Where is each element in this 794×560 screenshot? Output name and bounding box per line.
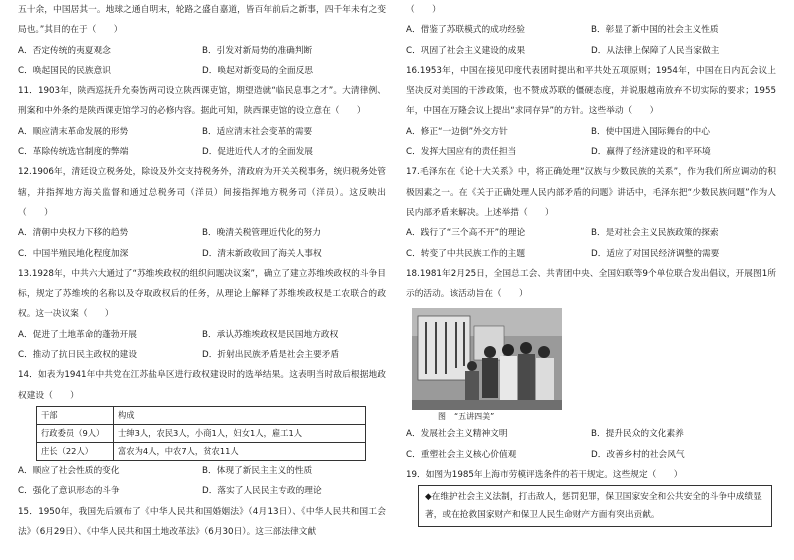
table-cell: 富农为4人，中农7人，贫农11人	[114, 442, 366, 460]
option: B．晚清关税管理近代化的努力	[202, 228, 321, 239]
option: C．强化了意识形态的斗争	[18, 486, 120, 497]
q19-material-box: ◆在维护社会主义法制，打击敌人，惩罚犯罪，保卫国家安全和公共安全的斗争中成绩显著，或在抢救国家财产和保卫人民生命财产方面有突出贡献。	[418, 485, 772, 527]
option: B．承认苏维埃政权是民国地方政权	[202, 329, 339, 340]
option: A．修正“一边倒”外交方针	[406, 126, 508, 137]
option: C．革除传统选官制度的弊端	[18, 147, 129, 158]
q16-stem: 16.1953年，中国在接见印度代表团时提出和平共处五项原则；1954年，中国在日内瓦会议上坚决反对美国的干涉政策，也不赞成苏联的僵硬态度，并说服越南放弃不切实际的要求；1955年，中国在万隆会议上提出“求同存异”的方针。这些举动（ ）	[406, 65, 776, 117]
q15-options	[406, 20, 776, 61]
option: A．借鉴了苏联模式的成功经验	[406, 25, 525, 36]
q15-paren: （ ）	[406, 5, 441, 15]
option: C．中国半殖民地化程度加深	[18, 248, 129, 259]
option: A．否定传统的夷夏观念	[18, 45, 111, 56]
option: C．巩固了社会主义建设的成果	[406, 45, 526, 56]
option: A．顺应了社会性质的变化	[18, 465, 120, 476]
q11-options	[18, 122, 386, 163]
option: B．体现了新民主主义的性质	[202, 465, 313, 476]
option: C．唤起国民的民族意识	[18, 65, 111, 76]
option: C．转变了中共民族工作的主题	[406, 248, 526, 259]
table-cell: 行政委员（9人）	[37, 424, 114, 442]
option: C．推动了抗日民主政权的建设	[18, 350, 138, 361]
option: B．是对社会主义民族政策的探索	[591, 228, 719, 239]
q10-tail: 五十余，中国居其一。地球之通自明末，轮路之盛自嘉道，皆百年前后之新事，四千年未有之变局也。”其目的在于（ ）	[18, 5, 386, 36]
q15-stem: 15．1950年，我国先后颁布了《中华人民共和国婚姻法》（4月13日）、《中华人民共和国工会法》（6月29日）、《中华人民共和国土地改革法》（6月30日）。这三部法律文献	[18, 506, 386, 537]
right-column	[406, 0, 776, 527]
q18-stem: 18.1981年2月25日，全国总工会、共青团中央、全国妇联等9个单位联合发出倡议，开展图1所示的活动。该活动旨在（ ）	[406, 268, 776, 300]
q10-options	[18, 41, 386, 82]
option: A．促进了土地革命的蓬勃开展	[18, 329, 137, 340]
option: B．彰显了新中国的社会主义性质	[591, 25, 719, 36]
option: B．提升民众的文化素养	[591, 429, 684, 440]
option: D．改善乡村的社会风气	[591, 449, 685, 460]
photo-caption: 图 “五讲四美”	[438, 412, 495, 422]
option: D．唤起对新变局的全面反思	[202, 65, 313, 76]
left-column	[18, 0, 386, 542]
q13-stem: 13.1928年，中共六大通过了“苏维埃政权的组织问题决议案”，确立了建立苏维埃政权的斗争目标，规定了苏维埃的名称以及夺取政权后的任务，从理论上解释了苏维埃政权是工农联合的政权。这一决议案（ ）	[18, 268, 386, 320]
q19-stem: 19．如图为1985年上海市劳模评选条件的若干规定。这些规定（ ）	[406, 470, 683, 481]
q14-options	[18, 461, 386, 502]
table-cell: 士绅3人，农民3人，小商1人，妇女1人，雇工1人	[114, 424, 366, 442]
option: D．从法律上保障了人民当家做主	[591, 45, 720, 56]
option: D．清末新政收回了海关人事权	[202, 248, 322, 259]
option: A．践行了“三个高不开”的理论	[406, 228, 526, 239]
table-row	[37, 442, 366, 460]
q14-table	[36, 406, 366, 461]
q11-stem: 11．1903年，陕西巡抚升允奏饬两司设立陕西课吏馆，期望造就“临民息事之才”。大清律例、刑案和中外条约是陕西课吏馆学习的必修内容。据此可知，陕西课吏馆的设立意在（ ）	[18, 86, 386, 117]
table-cell: 庄长（22人）	[37, 442, 114, 460]
option: D．适应了对国民经济调整的需要	[591, 248, 720, 259]
option: A．发展社会主义精神文明	[406, 429, 508, 440]
q12-stem: 12.1906年，清廷设立税务处，除设及外交支持税务外，清政府为开关关税事务，统归税务处管辖，并指挥地方海关监督和通过总税务司（洋员）间接指挥地方税务司（洋员）。这反映出（ ）	[18, 167, 386, 218]
q16-options	[406, 122, 776, 163]
table-row	[37, 424, 366, 442]
option: D．折射出民族矛盾是社会主要矛盾	[202, 350, 340, 361]
table-header-row	[37, 406, 366, 424]
table-header-cell: 干部	[37, 406, 114, 424]
option: D．落实了人民民主专政的理论	[202, 486, 322, 497]
table-header-cell: 构成	[114, 406, 366, 424]
q17-stem: 17.毛泽东在《论十大关系》中，将正确处理“汉族与少数民族的关系”，作为我们所应调动的积极因素之一。在《关于正确处理人民内部矛盾的问题》讲话中，毛泽东把“少数民族问题”作为人民内部矛盾来解决。上述举措（ ）	[406, 167, 776, 218]
option: C．重塑社会主义核心价值观	[406, 449, 517, 460]
option: D．促进近代人才的全面发展	[202, 147, 313, 158]
option: D．赢得了经济建设的和平环境	[591, 147, 711, 158]
wujiang-simei-photo	[412, 308, 562, 410]
option: B．适应清末社会变革的需要	[202, 126, 313, 137]
q13-options	[18, 325, 386, 366]
q12-options	[18, 223, 386, 264]
option: B．使中国进入国际舞台的中心	[591, 126, 710, 137]
option: A．顺应清末革命发展的形势	[18, 126, 129, 137]
option: C．发挥大国应有的责任担当	[406, 147, 517, 158]
option: A．清朝中央权力下移的趋势	[18, 228, 129, 239]
option: B．引发对新局势的准确判断	[202, 45, 313, 56]
q18-options	[406, 424, 776, 465]
q17-options	[406, 223, 776, 264]
q14-stem: 14．如表为1941年中共党在江苏盐阜区进行政权建设时的选举结果。这表明当时敌后根据地政权建设（ ）	[18, 370, 386, 401]
photo-illustration	[412, 308, 562, 410]
